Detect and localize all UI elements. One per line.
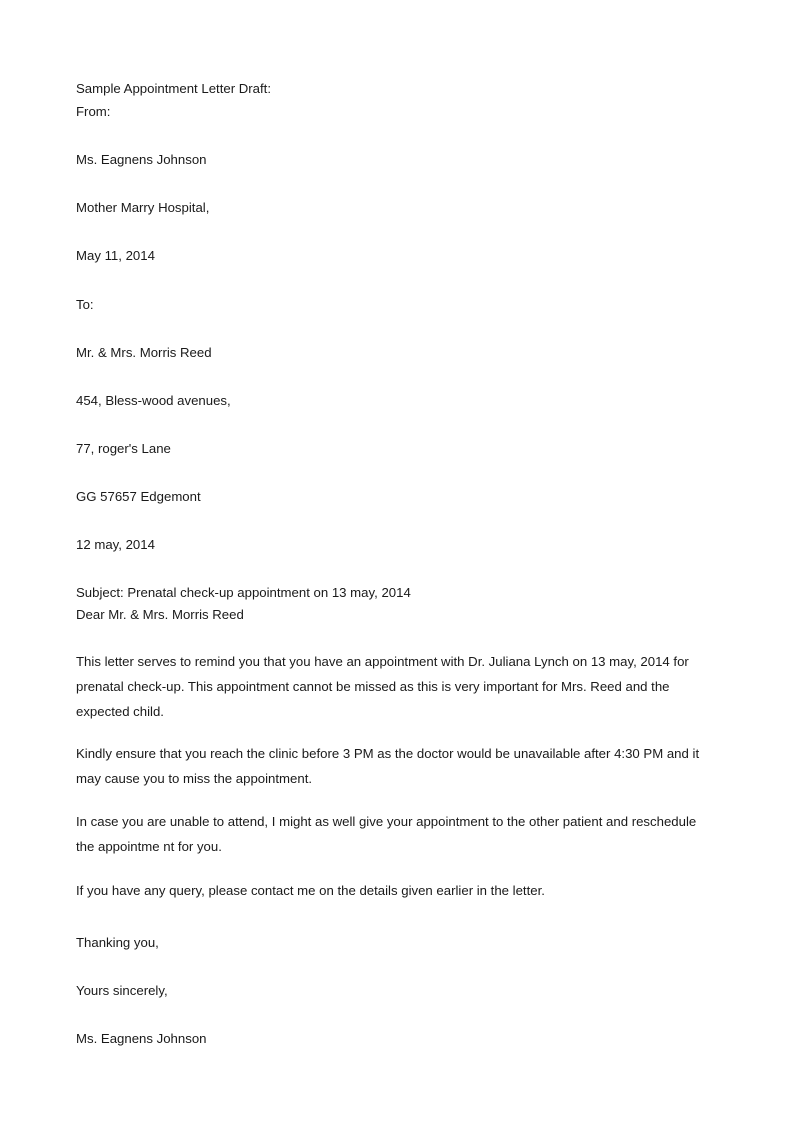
thanks-line: Thanking you, [76,935,159,950]
body-paragraph-3: In case you are unable to attend, I might as well give your appointment to the other patient and reschedule the appointme nt for you. [76,814,697,854]
from-label: From: [76,104,111,119]
to-label: To: [76,297,94,312]
body-paragraph-2: Kindly ensure that you reach the clinic before 3 PM as the doctor would be unavailable after 4:30 PM and it may cause you to miss the appointment. [76,746,700,786]
body-paragraph-4: If you have any query, please contact me on the details given earlier in the letter. [76,883,545,898]
sender-organization: Mother Marry Hospital, [76,200,210,215]
salutation: Dear Mr. & Mrs. Morris Reed [76,607,244,622]
body-paragraph-1: This letter serves to remind you that you have an appointment with Dr. Juliana Lynch on 13 may, 2014 for prenatal check-up. This appointment cannot be missed as this is very important for Mrs. Reed and the expected child. [76,654,689,719]
address-line-2: 77, roger's Lane [76,441,171,456]
signature-name: Ms. Eagnens Johnson [76,1031,207,1046]
closing-line: Yours sincerely, [76,983,168,998]
letter-heading: Sample Appointment Letter Draft: [76,81,271,96]
subject-line: Subject: Prenatal check-up appointment on 13 may, 2014 [76,585,411,600]
address-line-3: GG 57657 Edgemont [76,489,201,504]
address-line-1: 454, Bless-wood avenues, [76,393,231,408]
sender-name: Ms. Eagnens Johnson [76,152,207,167]
recipient-date: 12 may, 2014 [76,537,155,552]
recipient-name: Mr. & Mrs. Morris Reed [76,345,212,360]
sender-date: May 11, 2014 [76,248,155,263]
